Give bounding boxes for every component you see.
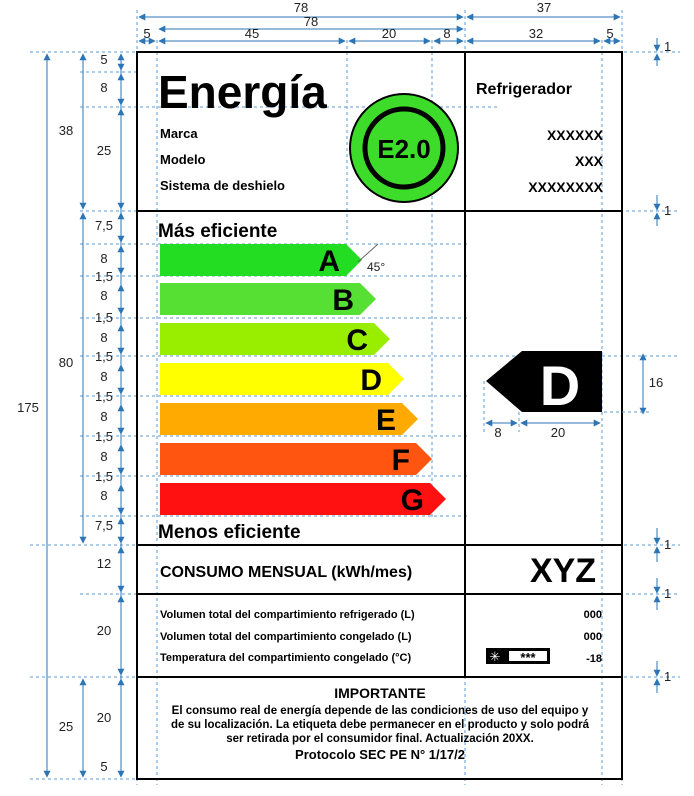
dimension-label: 1 [664, 586, 672, 601]
spec-label: Volumen total del compartimiento congelado (L) [160, 631, 412, 643]
dimension-label: 5 [100, 759, 108, 774]
dimension-label: 12 [96, 556, 112, 571]
dimension-label: 1,5 [94, 389, 114, 404]
dimension-label: 7,5 [94, 518, 114, 533]
rating-indicator [486, 351, 602, 417]
less-efficient-label: Menos eficiente [158, 522, 301, 543]
efficiency-badge [350, 94, 458, 202]
dimension-label: 20 [381, 26, 397, 41]
dimension-label: 1,5 [94, 429, 114, 444]
spec-label: Volumen total del compartimiento refrigerado (L) [160, 609, 415, 621]
dimension-label: 8 [100, 488, 108, 503]
dimension-label: 37 [536, 0, 552, 15]
field-label: Marca [160, 126, 198, 141]
dimension-label: 1,5 [94, 349, 114, 364]
dimension-label: 1,5 [94, 269, 114, 284]
product-name: Refrigerador [476, 81, 573, 98]
important-line: de su localización. La etiqueta debe permanecer en el producto y solo podrá [171, 719, 589, 731]
dimension-label: 8 [494, 425, 502, 440]
class-letter: F [391, 444, 410, 477]
dimension-label: 38 [58, 123, 74, 138]
dimension-label: 8 [100, 449, 108, 464]
dimension-label: 80 [58, 355, 74, 370]
spec-value: 000 [583, 631, 602, 643]
dimension-label: 8 [443, 26, 451, 41]
class-letter: C [346, 324, 368, 357]
spec-value: 000 [583, 609, 602, 621]
top-dimensions [139, 0, 620, 41]
dimension-label: 45 [244, 26, 260, 41]
dimension-label: 20 [550, 425, 566, 440]
freezer-stars: *** [520, 650, 536, 665]
dimension-label: 1,5 [94, 310, 114, 325]
class-letter: A [318, 245, 340, 278]
dimension-label: 1,5 [94, 469, 114, 484]
field-value: XXXXXX [546, 127, 603, 143]
dimension-label: 20 [96, 710, 112, 725]
field-label: Sistema de deshielo [160, 178, 285, 193]
protocol-text: Protocolo SEC PE N° 1/17/2 [295, 747, 465, 762]
dimension-label: 25 [58, 719, 74, 734]
dimension-label: 8 [100, 330, 108, 345]
freezer-star-rating [486, 648, 550, 665]
field-value: XXXXXXXX [528, 179, 603, 195]
dimension-label: 8 [100, 369, 108, 384]
dimension-label: 8 [100, 251, 108, 266]
dimension-label: 16 [648, 375, 664, 390]
dimension-label: 32 [528, 26, 544, 41]
more-efficient-label: Más eficiente [158, 221, 278, 242]
dimension-label: 5 [606, 26, 614, 41]
dimension-label: 20 [96, 623, 112, 638]
dimension-label: 1 [664, 39, 672, 54]
important-line: El consumo real de energía depende de las condiciones de uso del equipo y [171, 705, 589, 717]
dimension-label: 8 [100, 80, 108, 95]
angle-label: 45° [367, 260, 386, 274]
dimension-label: 78 [293, 0, 309, 15]
dimension-label: 25 [96, 143, 112, 158]
field-value: XXX [574, 153, 603, 169]
dimension-label: 8 [100, 288, 108, 303]
class-letter: D [360, 364, 382, 397]
dimension-label: 5 [100, 52, 108, 67]
dimension-label: 1 [664, 669, 672, 684]
dimension-label: 5 [143, 26, 151, 41]
dimension-label: 78 [303, 14, 319, 29]
rating-letter: D [539, 354, 581, 417]
spec-value: -18 [586, 653, 602, 665]
class-letter: B [332, 284, 354, 317]
field-label: Modelo [160, 152, 206, 167]
badge-text: E2.0 [377, 134, 431, 164]
consumption-label: CONSUMO MENSUAL (kWh/mes) [160, 564, 413, 581]
class-letter: E [375, 404, 396, 437]
dimension-label: 1 [664, 203, 672, 218]
dimension-label: 175 [17, 400, 39, 415]
dimension-label: 1 [664, 537, 672, 552]
spec-label: Temperatura del compartimiento congelado (°C) [160, 652, 412, 664]
important-line: ser retirada por el consumidor final. Actualización 20XX. [226, 733, 534, 745]
dimension-label: 8 [100, 409, 108, 424]
label-title: Energía [158, 66, 327, 118]
consumption-value: XYZ [529, 552, 597, 590]
dimension-label: 7,5 [94, 218, 114, 233]
left-row-dimensions [95, 52, 121, 777]
important-title: IMPORTANTE [334, 685, 426, 701]
class-letter: G [400, 484, 424, 517]
snowflake-icon: ✳ [489, 649, 501, 664]
